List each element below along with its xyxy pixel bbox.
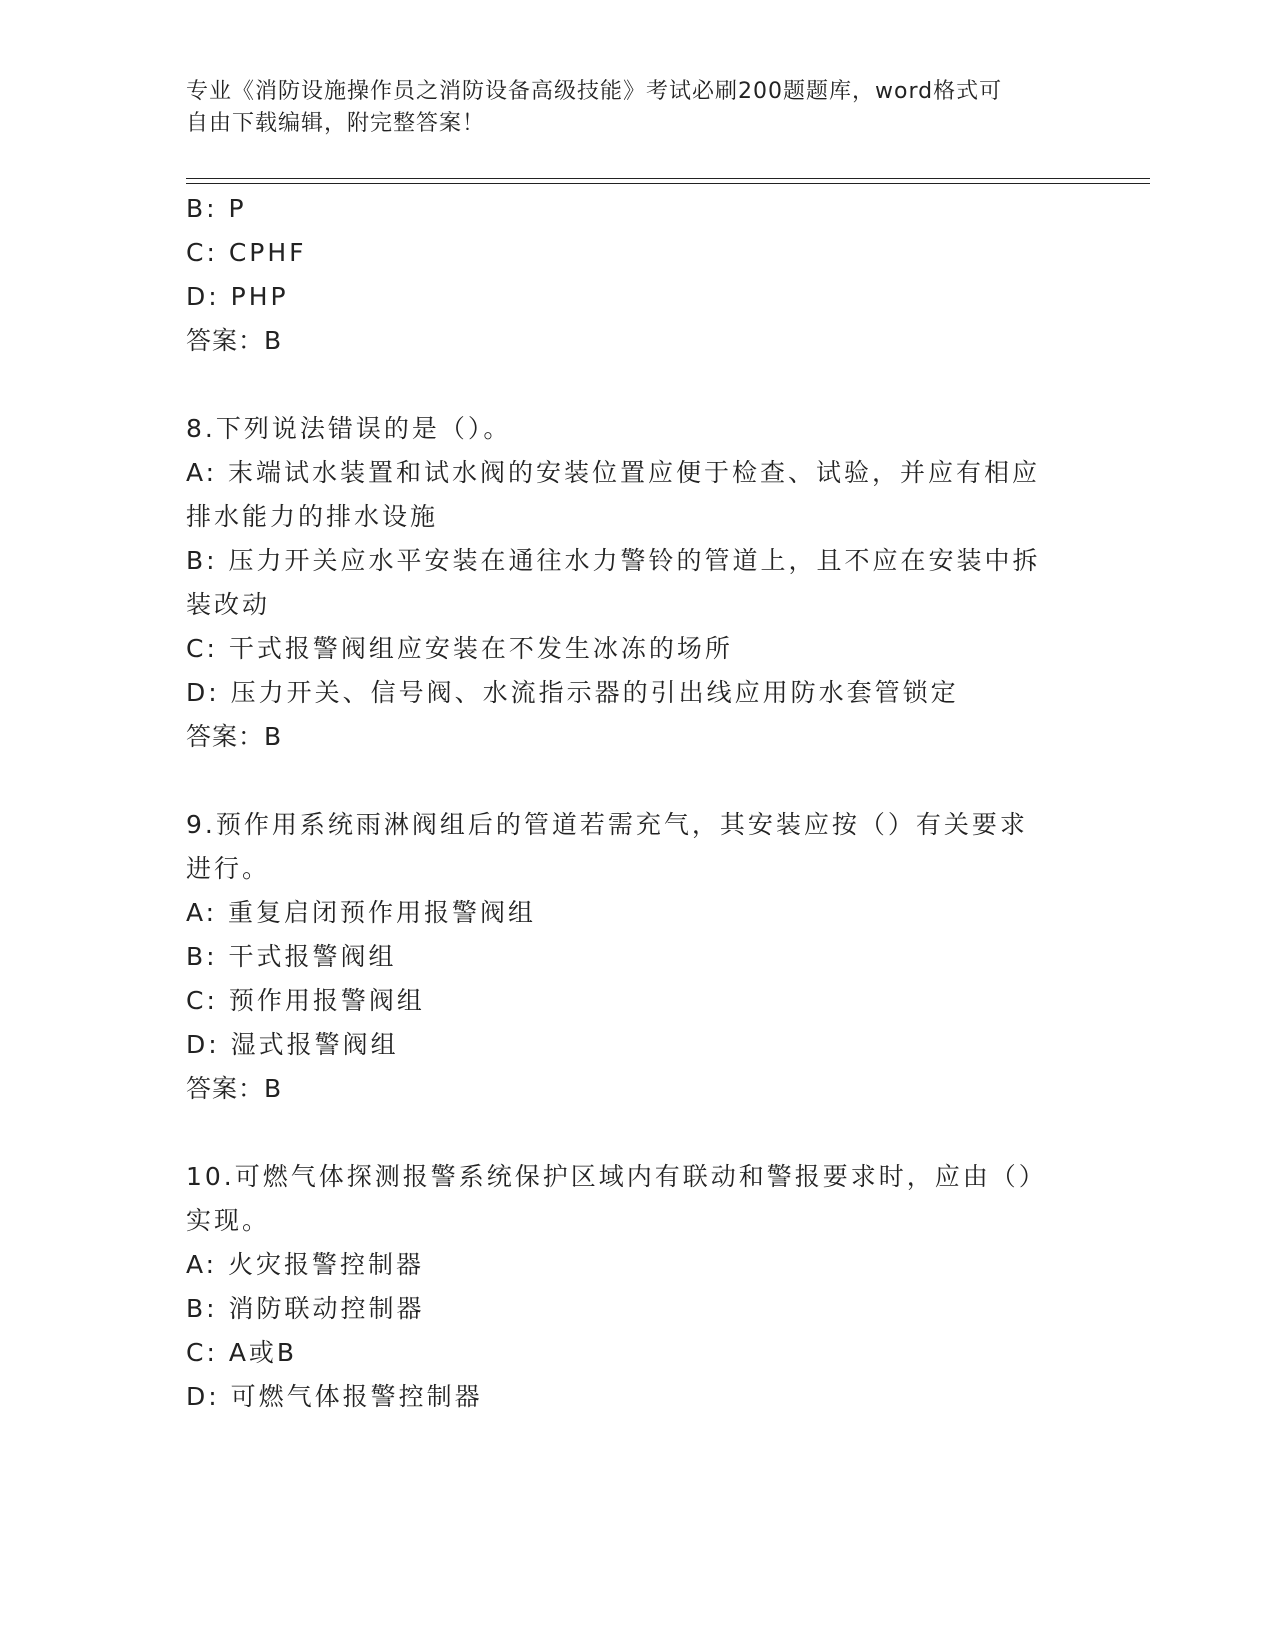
q9-stem-line-1: 9.预作用系统雨淋阀组后的管道若需充气，其安装应按（）有关要求 xyxy=(186,810,1028,839)
q8-answer: 答案：B xyxy=(186,722,283,751)
q10-stem-line-1: 10.可燃气体探测报警系统保护区域内有联动和警报要求时，应由（） xyxy=(186,1162,1047,1191)
q9-stem-line-2: 进行。 xyxy=(186,854,271,883)
q10-option-c: C: A或B xyxy=(186,1338,298,1367)
q7-option-c: C: CPHF xyxy=(186,238,307,267)
q7-answer: 答案：B xyxy=(186,326,283,355)
q8-stem: 8.下列说法错误的是（）。 xyxy=(186,414,512,443)
q8-option-b-line-2: 装改动 xyxy=(186,590,271,619)
q9-option-c: C: 预作用报警阀组 xyxy=(186,986,425,1015)
header-line-1: 专业《消防设施操作员之消防设备高级技能》考试必刷200题题库，word格式可 xyxy=(186,79,1003,104)
q8-option-c: C: 干式报警阀组应安装在不发生冰冻的场所 xyxy=(186,634,733,663)
document-header xyxy=(186,76,1086,140)
q10-stem-line-2: 实现。 xyxy=(186,1206,271,1235)
q10-option-b: B: 消防联动控制器 xyxy=(186,1294,425,1323)
q8-option-d: D: 压力开关、信号阀、水流指示器的引出线应用防水套管锁定 xyxy=(186,678,959,707)
header-line-2: 自由下载编辑，附完整答案！ xyxy=(186,111,486,136)
q9-option-d: D: 湿式报警阀组 xyxy=(186,1030,399,1059)
q7-option-b: B: P xyxy=(186,194,247,223)
header-divider-bottom xyxy=(186,183,1150,184)
q8-option-a-line-1: A: 末端试水装置和试水阀的安装位置应便于检查、试验，并应有相应 xyxy=(186,458,1041,487)
q7-option-d: D: PHP xyxy=(186,282,289,311)
q10-option-a: A: 火灾报警控制器 xyxy=(186,1250,425,1279)
header-divider-top xyxy=(186,178,1150,179)
q9-option-a: A: 重复启闭预作用报警阀组 xyxy=(186,898,537,927)
q8-option-a-line-2: 排水能力的排水设施 xyxy=(186,502,439,531)
q10-option-d: D: 可燃气体报警控制器 xyxy=(186,1382,483,1411)
q9-option-b: B: 干式报警阀组 xyxy=(186,942,397,971)
q8-option-b-line-1: B: 压力开关应水平安装在通往水力警铃的管道上，且不应在安装中拆 xyxy=(186,546,1041,575)
q9-answer: 答案：B xyxy=(186,1074,283,1103)
